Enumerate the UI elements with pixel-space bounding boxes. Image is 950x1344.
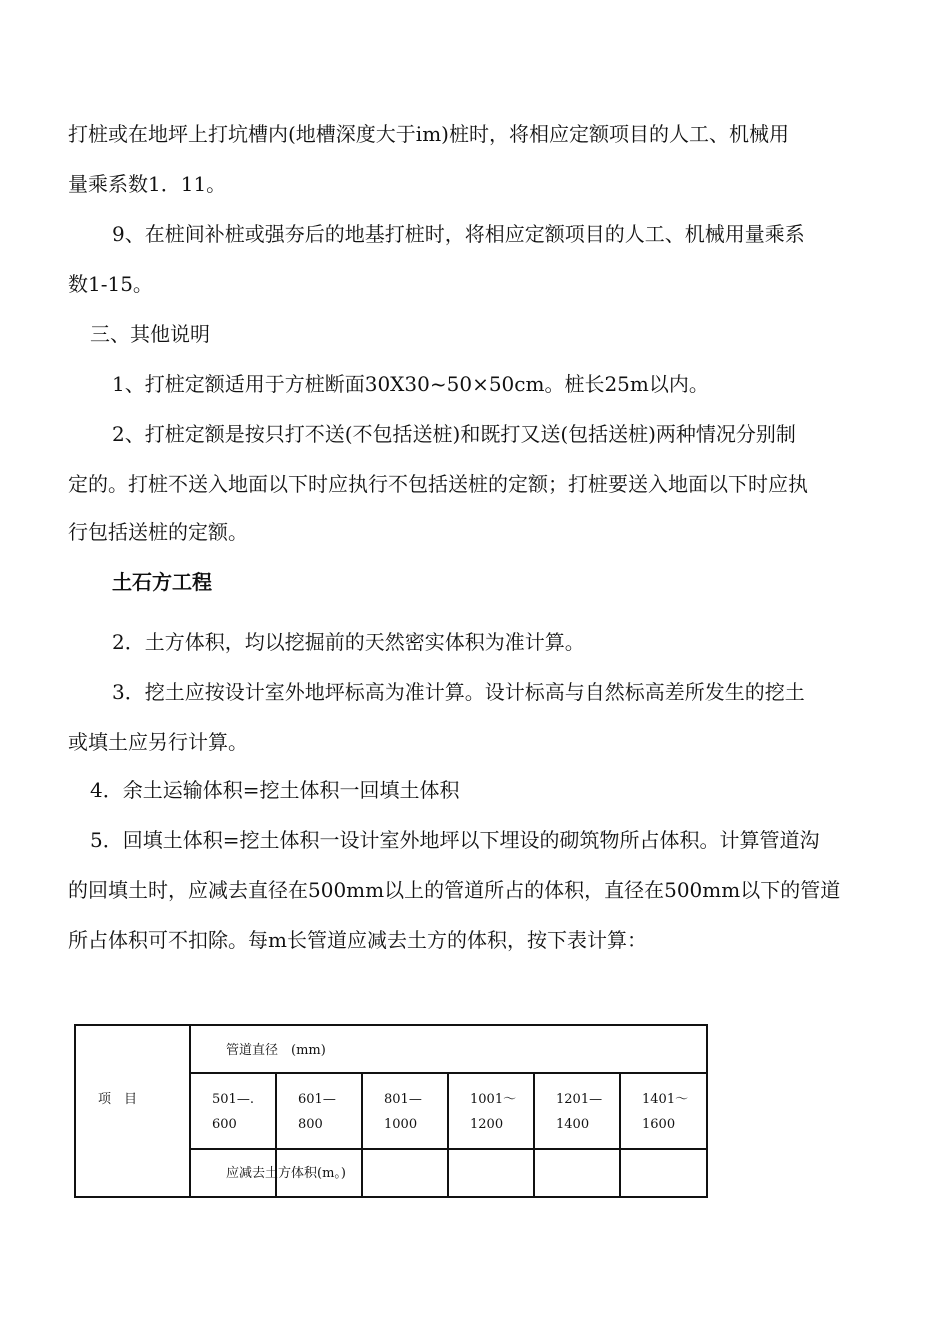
- diameter-range-1-bottom: 600: [212, 1117, 237, 1132]
- paragraph-line-7: 2、打桩定额是按只打不送(不包括送桩)和既打又送(包括送桩)两种情况分别制: [112, 422, 796, 446]
- table-rule-right: [706, 1024, 708, 1198]
- table-rule-group: [190, 1072, 708, 1074]
- diameter-range-2-bottom: 800: [298, 1117, 323, 1132]
- table-rule-col-3: [447, 1072, 449, 1198]
- paragraph-line-6: 1、打桩定额适用于方桩断面30X30~50×50cm。桩长25m以内。: [112, 372, 709, 396]
- diameter-range-2-top: 601—: [298, 1092, 336, 1107]
- section-heading-other: 三、其他说明: [90, 322, 210, 346]
- table-rule-col-2: [361, 1072, 363, 1198]
- paragraph-line-4: 数1-15。: [68, 272, 153, 296]
- paragraph-line-15: 5．回填土体积=挖土体积一设计室外地坪以下埋设的砌筑物所占体积。计算管道沟: [90, 828, 820, 852]
- paragraph-line-2: 量乘系数1．11。: [68, 172, 227, 196]
- paragraph-line-11: 2．土方体积，均以挖掘前的天然密实体积为准计算。: [112, 630, 585, 654]
- table-rule-col-5: [619, 1072, 621, 1198]
- table-footer-label: 应减去土方体积(m。): [226, 1166, 346, 1181]
- paragraph-line-14: 4．余土运输体积=挖土体积一回填土体积: [90, 778, 460, 802]
- paragraph-line-17: 所占体积可不扣除。每m长管道应减去土方的体积，按下表计算：: [68, 928, 647, 952]
- diameter-range-4-bottom: 1200: [470, 1117, 504, 1132]
- paragraph-line-16: 的回填土时，应减去直径在500mm以上的管道所占的体积，直径在500mm以下的管道: [68, 878, 841, 902]
- table-rule-left: [74, 1024, 76, 1198]
- table-rule-mid: [190, 1148, 708, 1150]
- diameter-range-5-bottom: 1400: [556, 1117, 590, 1132]
- table-row-header: 项 目: [98, 1092, 138, 1107]
- paragraph-line-9: 行包括送桩的定额。: [68, 520, 248, 544]
- paragraph-line-12: 3．挖土应按设计室外地坪标高为准计算。设计标高与自然标高差所发生的挖土: [112, 680, 805, 704]
- paragraph-line-1: 打桩或在地坪上打坑槽内(地槽深度大于im)桩时，将相应定额项目的人工、机械用: [68, 122, 789, 146]
- diameter-range-6-top: 1401～: [642, 1092, 689, 1107]
- paragraph-line-13: 或填土应另行计算。: [68, 730, 248, 754]
- diameter-range-1-top: 501—.: [212, 1092, 254, 1107]
- section-heading-earthwork: 土石方工程: [112, 570, 212, 594]
- diameter-range-4-top: 1001～: [470, 1092, 517, 1107]
- paragraph-line-8: 定的。打桩不送入地面以下时应执行不包括送桩的定额；打桩要送入地面以下时应执: [68, 472, 808, 496]
- table-rule-col-4: [533, 1072, 535, 1198]
- diameter-range-3-top: 801—: [384, 1092, 422, 1107]
- diameter-range-6-bottom: 1600: [642, 1117, 676, 1132]
- table-rule-top: [74, 1024, 708, 1026]
- table-group-header: 管道直径 (mm): [226, 1043, 326, 1058]
- table-rule-header-col: [189, 1024, 191, 1198]
- table-rule-bottom: [74, 1196, 708, 1198]
- diameter-range-5-top: 1201—: [556, 1092, 603, 1107]
- diameter-range-3-bottom: 1000: [384, 1117, 418, 1132]
- paragraph-line-3: 9、在桩间补桩或强夯后的地基打桩时，将相应定额项目的人工、机械用量乘系: [112, 222, 805, 246]
